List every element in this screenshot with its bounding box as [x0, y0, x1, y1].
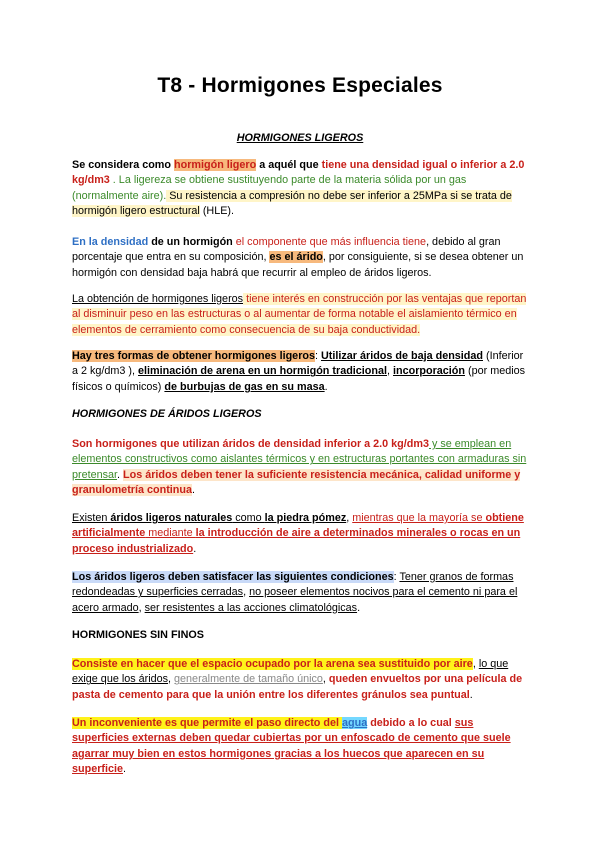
paragraph-aridos-densidad — [72, 437, 528, 499]
paragraph-obtencion — [72, 292, 528, 338]
text-span: tiene una densidad igual o inferior a 2.0 kg/dm3 — [72, 159, 525, 187]
text-span: de burbujas de gas en su masa — [164, 380, 325, 393]
text-span: no poseer elementos nocivos para el cemento ni para el acero armado — [72, 586, 518, 614]
text-span: sus superficies externas deben quedar cubiertas por un enfoscado de cemento que suele agarrar muy bien en estos hormigones gracias a los huecos que aparecen en su superficie — [72, 717, 511, 776]
text-span: (por medios físicos o químicos) — [72, 365, 526, 393]
text-span: el componente que más influencia tiene — [235, 236, 427, 248]
text-span: , — [138, 601, 145, 614]
text-span: . — [357, 601, 361, 614]
text-span: obtiene artificialmente — [72, 512, 524, 540]
paragraph-definicion-ligero — [72, 158, 528, 220]
text-span: Hay tres formas de obtener hormigones ligeros — [72, 350, 315, 362]
paragraph-aridos-naturales — [72, 511, 528, 557]
text-span: Son hormigones que utilizan áridos de densidad inferior a 2.0 kg/dm3 — [72, 438, 429, 450]
text-span: de un hormigón — [148, 236, 236, 248]
text-span: mientras que la mayoría se — [352, 512, 486, 524]
text-span: la piedra pómez — [264, 512, 347, 524]
text-span: La obtención de hormigones ligeros — [72, 293, 244, 305]
heading-aridos-ligeros: HORMIGONES DE ÁRIDOS LIGEROS — [72, 408, 262, 420]
text-span: a aquél que — [256, 159, 322, 171]
text-span: lo que exige que los áridos — [72, 658, 509, 686]
text-span: ser resistentes a las acciones climatológicas — [144, 601, 358, 614]
paragraph-inconveniente — [72, 716, 528, 778]
text-span: , — [387, 365, 393, 378]
text-span: , — [322, 673, 329, 686]
text-span: . — [191, 484, 195, 497]
text-span: Utilizar áridos de baja densidad — [321, 350, 483, 362]
text-span: . — [117, 468, 124, 481]
text-span: . La ligereza se obtiene sustituyendo parte de la materia sólida por un gas (normalmente aire). — [72, 174, 467, 202]
text-span: debido a lo cual — [367, 717, 455, 729]
heading-hormigones-ligeros: HORMIGONES LIGEROS — [236, 132, 364, 144]
text-span: Un inconveniente es que permite el paso directo del — [72, 717, 342, 729]
text-span: . — [469, 688, 473, 701]
text-span: y se emplean en elementos constructivos como aislantes térmicos y en estructuras portantes con armaduras sin pretensar — [72, 438, 527, 481]
text-span: . — [324, 380, 328, 393]
text-span: , — [346, 512, 353, 524]
text-span: , debido al gran porcentaje que entra en su composición, — [72, 236, 501, 264]
text-span: incorporación — [393, 365, 465, 378]
text-span: Se considera como — [72, 159, 175, 171]
text-span: (HLE). — [199, 205, 235, 218]
text-span: Los áridos ligeros deben satisfacer las siguientes condiciones — [72, 571, 394, 583]
text-span: Existen — [72, 512, 111, 524]
text-span: agua — [342, 717, 368, 729]
text-span: hormigón ligero — [174, 159, 257, 171]
text-span: tiene interés en construcción por las ventajas que reportan al disminuir peso en las estructuras o al aumentar de forma notable el aislamiento térmico en elementos de cerramiento como consecuencia de su baja conductividad. — [72, 293, 527, 336]
text-span: : — [315, 350, 321, 362]
text-span: , — [168, 673, 175, 686]
text-span: . — [193, 542, 197, 555]
text-span: En la densidad — [72, 236, 149, 248]
page-title: T8 - Hormigones Especiales — [157, 74, 443, 97]
text-span: áridos ligeros naturales — [110, 512, 233, 524]
text-span: (Inferior a 2 kg/dm3 ), — [72, 350, 524, 378]
paragraph-tres-formas — [72, 349, 528, 395]
text-span: Tener granos de formas redondeadas y superficies cerradas — [72, 571, 514, 599]
text-span: , — [243, 586, 250, 599]
text-span: , por consiguiente, si se desea obtener un hormigón con densidad baja habrá que recurrir al empleo de áridos ligeros. — [72, 251, 524, 279]
paragraph-sin-finos — [72, 657, 528, 703]
text-span: queden envueltos por una película de pasta de cemento para que la unión entre los diferentes gránulos sea puntual — [72, 673, 523, 701]
text-span: la introducción de aire a determinados minerales o rocas en un proceso industrializado — [72, 527, 521, 555]
paragraph-densidad — [72, 235, 528, 281]
text-span: Los áridos deben tener la suficiente resistencia mecánica, calidad uniforme y granulometría continua — [72, 468, 521, 497]
paragraph-condiciones — [72, 570, 528, 616]
text-span: generalmente de tamaño único — [174, 673, 323, 686]
text-span: es el árido — [269, 251, 323, 264]
text-span: , — [472, 658, 479, 670]
text-span: mediante — [145, 527, 196, 540]
text-span: eliminación de arena en un hormigón tradicional — [138, 365, 387, 378]
text-span: Su resistencia a compresión no debe ser inferior a 25MPa si se trata de hormigón ligero estructural — [72, 189, 512, 218]
text-span: : — [393, 571, 400, 583]
text-span: Consiste en hacer que el espacio ocupado por la arena sea sustituido por aire — [72, 658, 473, 670]
text-span: . — [123, 763, 127, 776]
heading-sin-finos: HORMIGONES SIN FINOS — [72, 629, 204, 641]
text-span: como — [232, 512, 265, 524]
